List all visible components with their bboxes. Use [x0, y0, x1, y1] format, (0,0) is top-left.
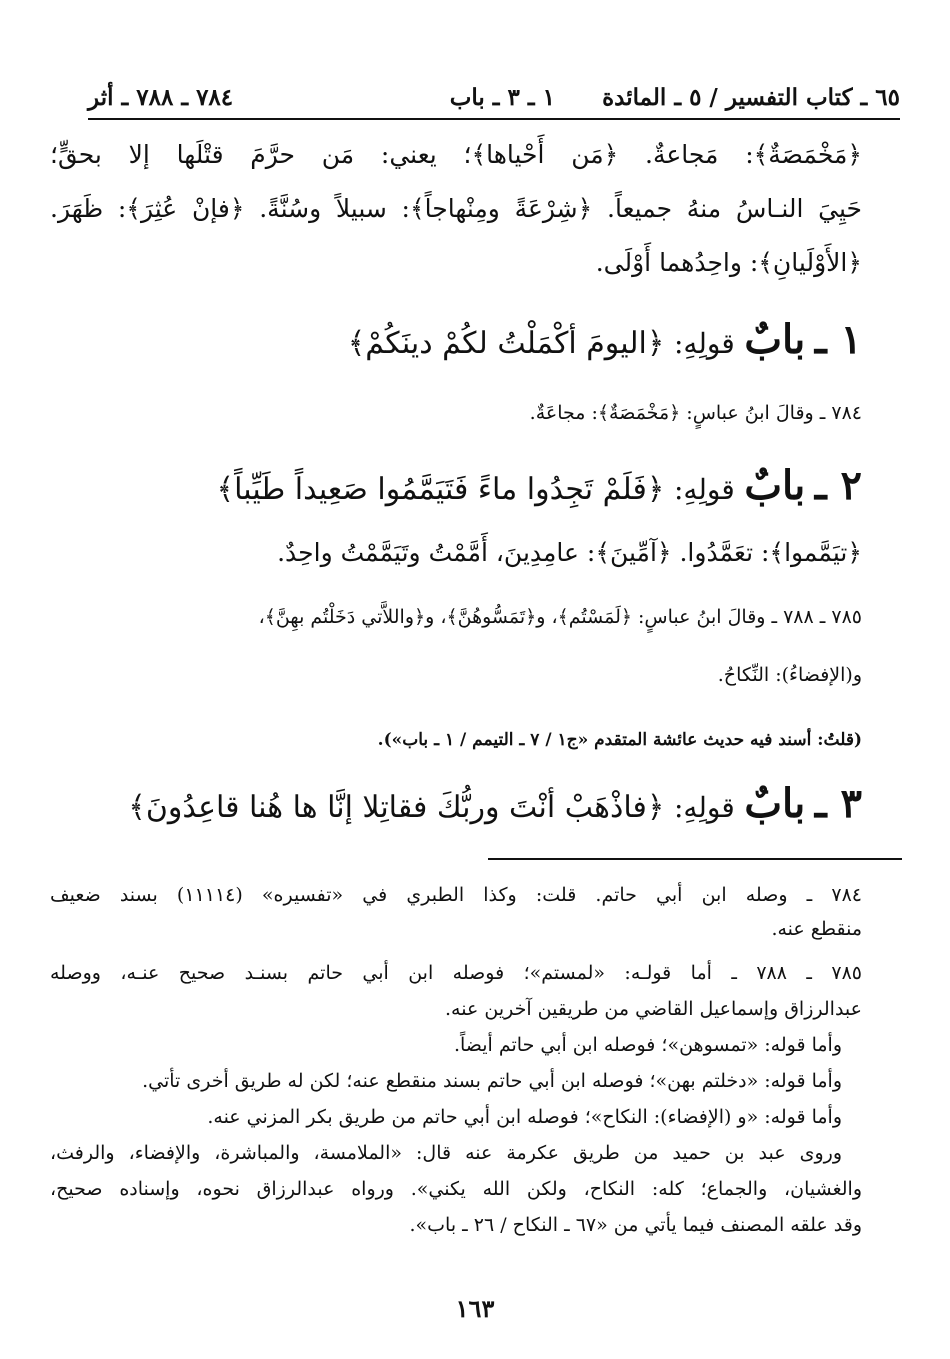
chapter-bab: بابٌ: [744, 316, 806, 363]
chapter-number: ١ ـ: [814, 316, 862, 363]
footnote-line: وقد علقه المصنف فيما يأتي من «٦٧ ـ النكاح / ٢٦ ـ باب».: [409, 1214, 862, 1236]
chapter-verse: ﴿اليومَ أكْمَلْتُ لكُمْ دينَكُمْ﴾: [347, 326, 665, 361]
chapter-verse: ﴿فاذْهَبْ أنْتَ وربُّكَ فقاتِلا إنَّا ها هُنا قاعِدُونَ﴾: [128, 790, 665, 825]
text-line: ﴿الأَوْلَيانِ﴾: واحِدُهما أَوْلَى.: [595, 248, 862, 277]
chapter-qawl: قولِهِ:: [673, 791, 735, 824]
chapter-number: ٢ ـ: [814, 462, 862, 509]
editor-note: (قلتُ: أسند فيه حديث عائشة المتقدم «ج١ / ٧ ـ التيمم / ١ ـ باب»).: [377, 730, 862, 750]
footnote-line: وأما قوله: «دخلتم بهن»؛ فوصله ابن أبي حاتم بسند منقطع عنه؛ لكن له طريق أخرى تأتي.: [142, 1070, 842, 1092]
page-number: ١٦٣: [455, 1294, 495, 1323]
athar-785-line2: و(الإفضاءُ): النِّكاحُ.: [717, 664, 862, 686]
text-line: ﴿مَخْمَصَةٌ﴾: مَجاعةٌ. ﴿مَن أَحْياها﴾؛ يعني: مَن حرَّمَ قتْلَها إلا بحقٍّ؛: [50, 140, 862, 169]
footnote-line: عبدالرزاق وإسماعيل القاضي من طريقين آخرين عنه.: [445, 998, 862, 1020]
chapter-qawl: قولِهِ:: [673, 327, 735, 360]
chapter-qawl: قولِهِ:: [673, 473, 735, 506]
chapter-verse: ﴿فَلَمْ تَجِدُوا ماءً فَتَيَمَّمُوا صَعِيداً طَيِّباً﴾: [216, 472, 665, 507]
footnote-line: وروى عبد بن حميد من طريق عكرمة عنه قال: «الملامسة، والمباشرة، والإفضاء، والرفث،: [50, 1142, 842, 1164]
footnote-line: والغشيان، والجماع؛ كله: النكاح، ولكن الله يكني». ورواه عبدالرزاق نحوه، وإسناده صحيح،: [50, 1178, 862, 1200]
text-line: حَيِيَ النـاسُ منهُ جميعاً. ﴿شِرْعَةً ومِنْهاجاً﴾: سبيلاً وسُنَّةً. ﴿فإنْ عُثِرَ﴾: ظَهَرَ.: [50, 194, 862, 223]
chapter-heading-2: [50, 462, 862, 509]
chapter-number: ٣ ـ: [814, 780, 862, 827]
footnote-divider: [488, 858, 902, 860]
header-book-title: ٦٥ ـ كتاب التفسير / ٥ ـ المائدة: [602, 84, 900, 111]
header-chapter-range: ١ ـ ٣ ـ باب: [449, 84, 555, 111]
footnote-line: وأما قوله: «و (الإفضاء): النكاح»؛ فوصله ابن أبي حاتم من طريق بكر المزني عنه.: [207, 1106, 842, 1128]
chapter-heading-3: [50, 780, 862, 827]
chapter-heading-1: [50, 316, 862, 363]
footnotes: [50, 884, 862, 1284]
main-text: [50, 140, 862, 860]
footnote-line: ٧٨٥ ـ ٧٨٨ ـ أما قولـه: «لمستم»؛ فوصله ابن أبي حاتم بسنـد صحيح عنـه، ووصله: [50, 962, 863, 984]
footnote-line: وأما قوله: «تمسوهن»؛ فوصله ابن أبي حاتم أيضاً.: [453, 1034, 842, 1056]
athar-785-line1: ٧٨٥ ـ ٧٨٨ ـ وقالَ ابنُ عباسٍ: ﴿لَمَسْتُم﴾، و﴿تَمَسُّوهُنَّ﴾، و﴿واللاَّتي دَخَلْتُم بهِنَّ﴾،: [258, 606, 862, 628]
athar-784: ٧٨٤ ـ وقالَ ابنُ عباسٍ: ﴿مَخْمَصَةٌ﴾: مجاعَةٌ.: [529, 402, 862, 424]
chapter-bab: بابٌ: [744, 780, 806, 827]
header-athar-range: ٧٨٤ ـ ٧٨٨ ـ أثر: [88, 84, 234, 111]
running-header: [88, 80, 900, 120]
chapter-bab: بابٌ: [744, 462, 806, 509]
tayammamu-line: ﴿تيَمَّموا﴾: تعَمَّدُوا. ﴿آمِّينَ﴾: عامِدِينَ، أَمَّمْتُ وتَيَمَّمْتُ واحِدٌ.: [277, 538, 862, 567]
footnote-line: ٧٨٤ ـ وصله ابن أبي حاتم. قلت: وكذا الطبري في «تفسيره» (١١١١٤) بسند ضعيف: [50, 884, 862, 906]
footnote-line: منقطع عنه.: [771, 918, 862, 940]
